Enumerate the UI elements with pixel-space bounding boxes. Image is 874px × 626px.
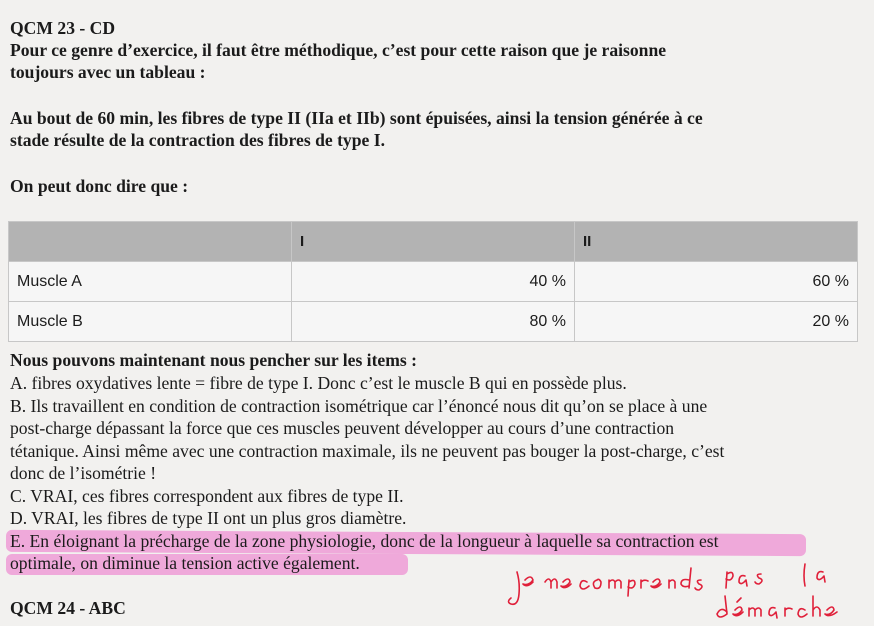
handwritten-note <box>505 560 865 626</box>
table-header-cell: II <box>575 222 858 262</box>
intro-line-1: Pour ce genre d’exercice, il faut être méthodique, c’est pour cette raison que je raisonne <box>10 40 667 60</box>
item-line: optimale, on diminue la tension active également. <box>10 553 360 573</box>
intro-line-2: toujours avec un tableau : <box>10 62 206 82</box>
item-line: E. En éloignant la précharge de la zone physiologie, donc de la longueur à laquelle sa contraction est <box>10 531 719 551</box>
table-cell-name: Muscle A <box>9 262 292 302</box>
qcm23-title: QCM 23 - CD <box>10 18 116 38</box>
item-line: B. Ils travaillent en condition de contraction isométrique car l’énoncé nous dit qu’on se place à une <box>10 396 708 416</box>
on-peut-line: On peut donc dire que : <box>10 176 189 196</box>
table-row <box>9 302 858 342</box>
item-line: donc de l’isométrie ! <box>10 463 157 483</box>
para-line-1: Au bout de 60 min, les fibres de type II (IIa et IIb) sont épuisées, ainsi la tension générée à ce <box>10 108 703 128</box>
item-line: post-charge dépassant la force que ces muscles peuvent développer au cours d’une contraction <box>10 418 675 438</box>
fibre-table <box>8 221 858 342</box>
table-header-cell: I <box>292 222 575 262</box>
table-cell-value: 60 % <box>575 262 858 302</box>
item-line: C. VRAI, ces fibres correspondent aux fibres de type II. <box>10 486 404 506</box>
table-cell-value: 40 % <box>292 262 575 302</box>
table-cell-value: 20 % <box>575 302 858 342</box>
item-line: D. VRAI, les fibres de type II ont un plus gros diamètre. <box>10 508 407 528</box>
table-header-cell <box>9 222 292 262</box>
para-line-2: stade résulte de la contraction des fibres de type I. <box>10 130 385 150</box>
table-cell-name: Muscle B <box>9 302 292 342</box>
table-header-row <box>9 222 858 262</box>
table-row <box>9 262 858 302</box>
item-line: tétanique. Ainsi même avec une contraction maximale, ils ne peuvent pas bouger la post-charge, c’est <box>10 441 725 461</box>
qcm24-title: QCM 24 - ABC <box>10 598 126 618</box>
table-cell-value: 80 % <box>292 302 575 342</box>
item-line: A. fibres oxydatives lente = fibre de type I. Donc c’est le muscle B qui en possède plus. <box>10 373 627 393</box>
items-heading: Nous pouvons maintenant nous pencher sur les items : <box>10 350 418 370</box>
